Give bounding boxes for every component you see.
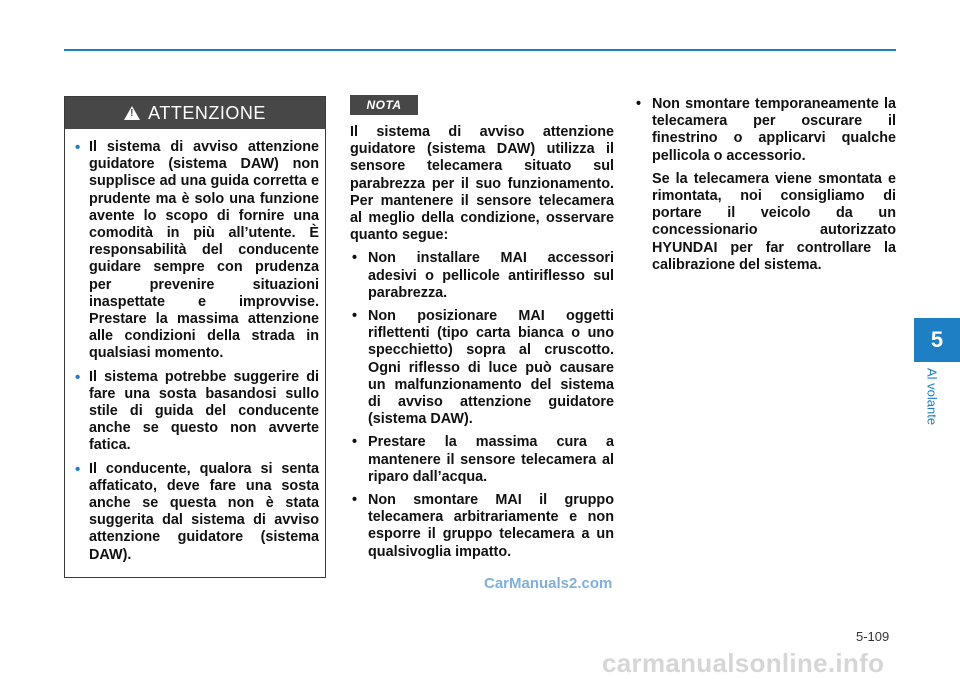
bullet: • xyxy=(75,368,81,386)
note-item-text: Non installare MAI accessori adesivi o pellicole antiriflesso sul parabrezza. xyxy=(368,250,614,301)
note-item xyxy=(350,250,614,302)
chapter-side-label xyxy=(922,368,942,438)
chapter-label: Al volante xyxy=(924,368,940,426)
watermark-link[interactable]: CarManuals2.com xyxy=(484,575,613,592)
note-column xyxy=(350,124,614,567)
note-item xyxy=(350,434,614,486)
bullet: • xyxy=(352,492,358,509)
attention-title: ATTENZIONE xyxy=(148,102,266,123)
note-list xyxy=(350,250,614,560)
continued-item xyxy=(634,96,896,274)
continued-item-text: Non smontare temporaneamente la telecamera per oscurare il finestrino o applicarvi qualche pellicola o accessorio. xyxy=(652,96,896,164)
attention-item-text: Il conducente, qualora si senta affaticato, deve fare una sosta anche se questa non è stata suggerita dal sistema di avviso attenzione guidatore (sistema DAW). xyxy=(89,460,319,563)
page-number: 5-109 xyxy=(856,629,890,644)
note-item xyxy=(350,492,614,561)
bullet: • xyxy=(636,96,642,112)
attention-header xyxy=(65,97,325,129)
chapter-tab xyxy=(914,318,960,362)
continued-list xyxy=(634,96,896,274)
attention-item-text: Il sistema potrebbe suggerire di fare una sosta basandosi sullo stile di guida del conducente anche se questo non avverte fatica. xyxy=(89,368,319,454)
chapter-number: 5 xyxy=(930,327,944,352)
note-intro: Il sistema di avviso attenzione guidatore (sistema DAW) utilizza il sensore telecamera situato sul parabrezza per il suo funzionamento. Per mantenere il sensore telecamera al meglio della condizione, osservare quanto segue: xyxy=(350,124,614,244)
note-item xyxy=(350,308,614,428)
top-rule xyxy=(64,49,896,51)
attention-list xyxy=(65,129,325,564)
note-badge xyxy=(350,95,418,115)
attention-item-text: Il sistema di avviso attenzione guidatore (sistema DAW) non supplisce ad una guida corretta e prudente ma è solo una funzione avente lo scopo di fornire una comodità in più all’utente. È responsabilità del conducente guidare sempre con prudenza per prevenire situazioni inaspettate e improvvise. Prestare la massima attenzione alle condizioni della strada in qualsiasi momento. xyxy=(89,139,319,362)
bullet: • xyxy=(75,139,81,156)
attention-box xyxy=(64,96,326,578)
continued-column xyxy=(634,96,896,274)
note-item-text: Non posizionare MAI oggetti riflettenti (tipo carta bianca o uno specchietto) sopra al cruscotto. Ogni riflesso di luce può causare un malfunzionamento del sistema di avviso attenzione guidatore (sistema DAW). xyxy=(368,308,614,428)
note-item-text: Prestare la massima cura a mantenere il sensore telecamera al riparo dall’acqua. xyxy=(368,434,614,485)
note-badge-label: NOTA xyxy=(366,98,402,112)
attention-item xyxy=(73,369,319,455)
bullet: • xyxy=(352,308,358,325)
note-item-text: Non smontare MAI il gruppo telecamera arbitrariamente e non esporre il gruppo telecamera a un qualsivoglia impatto. xyxy=(368,492,614,560)
bullet: • xyxy=(352,250,358,267)
attention-item xyxy=(73,139,319,363)
warning-triangle-icon xyxy=(124,106,140,120)
bullet: • xyxy=(352,434,358,451)
continued-followup: Se la telecamera viene smontata e rimontata, noi consigliamo di portare il veicolo da un concessionario autorizzato HYUNDAI per far controllare la calibrazione del sistema. xyxy=(652,170,896,273)
attention-item xyxy=(73,461,319,564)
footer-watermark: carmanualsonline.info xyxy=(602,648,885,678)
bullet: • xyxy=(75,460,81,478)
